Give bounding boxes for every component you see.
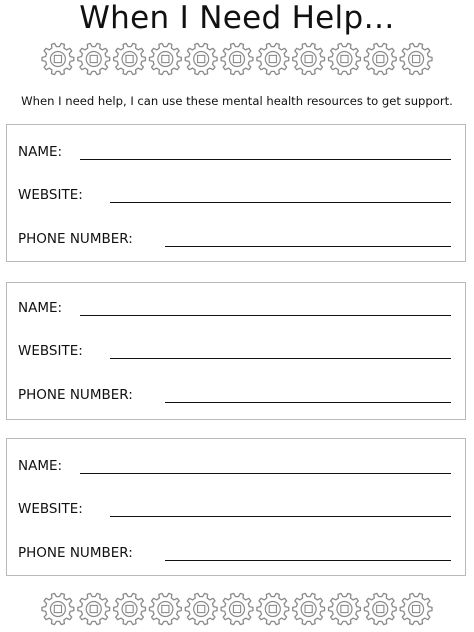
name-field[interactable] [7, 297, 465, 319]
website-label: WEBSITE: [18, 501, 83, 517]
gear-row-bottom [40, 591, 434, 627]
website-label: WEBSITE: [18, 187, 83, 203]
gear-icon [114, 593, 146, 624]
phone-label: PHONE NUMBER: [18, 545, 133, 561]
name-write-line[interactable] [80, 159, 451, 160]
phone-field[interactable] [7, 542, 465, 564]
gear-icon [42, 593, 74, 624]
gear-row-top [40, 41, 434, 77]
gear-icon [364, 593, 396, 624]
website-write-line[interactable] [110, 358, 451, 359]
website-write-line[interactable] [110, 202, 451, 203]
gear-icon [400, 43, 432, 74]
resource-card-3 [6, 438, 466, 576]
gear-icon [185, 593, 217, 624]
gear-icon [400, 593, 432, 624]
gear-icon [221, 43, 253, 74]
resource-card-2 [6, 282, 466, 420]
gear-icon [185, 43, 217, 74]
gear-icon [114, 43, 146, 74]
phone-field[interactable] [7, 228, 465, 250]
phone-write-line[interactable] [165, 560, 451, 561]
gear-icon [293, 43, 325, 74]
intro-text: When I need help, I can use these mental health resources to get support. [21, 94, 453, 108]
page-title: When I Need Help… [79, 0, 395, 36]
website-field[interactable] [7, 340, 465, 362]
gear-icon [329, 593, 361, 624]
gear-icon [257, 593, 289, 624]
gear-icon [293, 593, 325, 624]
phone-field[interactable] [7, 384, 465, 406]
gear-row-graphic [40, 591, 434, 627]
gear-icon [364, 43, 396, 74]
website-field[interactable] [7, 184, 465, 206]
phone-write-line[interactable] [165, 402, 451, 403]
name-label: NAME: [18, 300, 63, 316]
name-field[interactable] [7, 141, 465, 163]
phone-write-line[interactable] [165, 246, 451, 247]
name-write-line[interactable] [80, 473, 451, 474]
name-label: NAME: [18, 144, 63, 160]
gear-row-graphic [40, 41, 434, 77]
gear-icon [149, 43, 181, 74]
gear-icon [149, 593, 181, 624]
website-label: WEBSITE: [18, 343, 83, 359]
name-field[interactable] [7, 455, 465, 477]
phone-label: PHONE NUMBER: [18, 387, 133, 403]
gear-icon [78, 43, 110, 74]
name-label: NAME: [18, 458, 63, 474]
gear-icon [221, 593, 253, 624]
gear-icon [78, 593, 110, 624]
website-write-line[interactable] [110, 516, 451, 517]
gear-icon [257, 43, 289, 74]
name-write-line[interactable] [80, 315, 451, 316]
phone-label: PHONE NUMBER: [18, 231, 133, 247]
gear-icon [42, 43, 74, 74]
gear-icon [329, 43, 361, 74]
resource-card-1 [6, 124, 466, 262]
website-field[interactable] [7, 498, 465, 520]
